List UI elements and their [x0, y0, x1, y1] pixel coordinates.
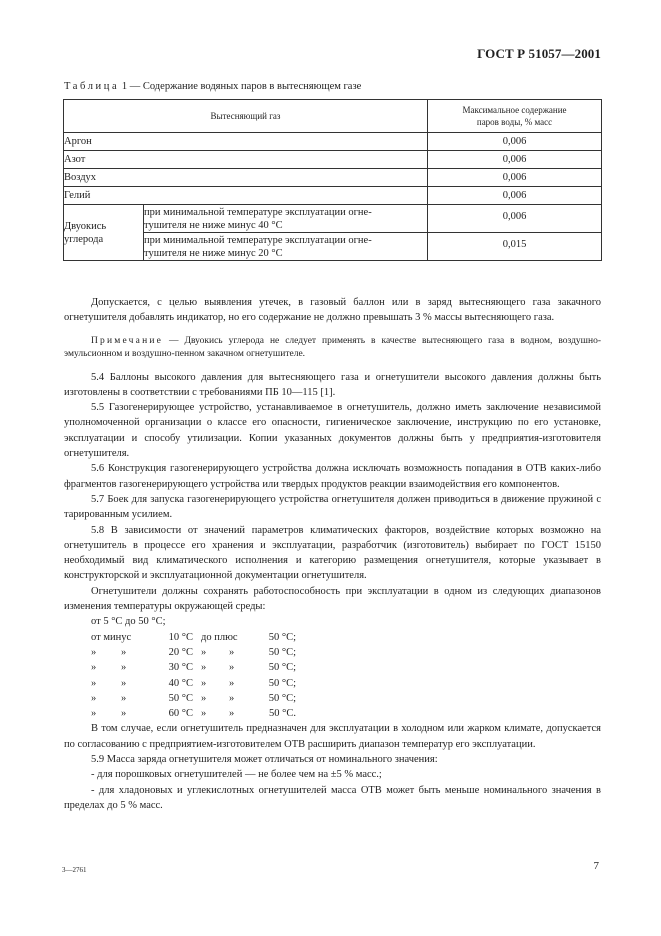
range-row — [64, 706, 601, 721]
gas-cell: Аргон — [64, 133, 428, 151]
paragraph-5-5: 5.5 Газогенерирующее устройство, устанавливаемое в огнетушитель, должно иметь заключение независимой уполномоченной организации о классе его опасности, гигиеническое заключение, инструкцию по его установке, эксплуатации и способу утилизации. Копии указанных документов должны быть у предприятия-изготовителя огнетушителя. — [64, 402, 601, 460]
paragraph-5-8: 5.8 В зависимости от значений параметров климатических факторов, воздействие которых возможно на огнетушитель в процессе его хранения и эксплуатации, разработчик (изготовитель) выбирает по ГОСТ 15150 необходимый вид климатического исполнения и категорию размещения огнетушителя, которые указывает в конструкторской и эксплуатационной документации огнетушителя. — [64, 524, 601, 582]
table-row — [64, 151, 602, 169]
range-end: 50 °С; — [268, 692, 296, 704]
range-temp: 20 °С — [168, 646, 193, 658]
table-row — [64, 169, 602, 187]
note — [64, 335, 601, 362]
ditto-mark: » — [121, 692, 127, 704]
range-end: 50 °С; — [268, 631, 296, 643]
paragraph-ranges: Огнетушители должны сохранять работоспособность при эксплуатации в одном из следующих диапазонов изменения температуры окружающей среды: — [64, 585, 601, 613]
range-end: 50 °С; — [268, 646, 296, 658]
range-from: от минус — [91, 631, 132, 643]
ditto-mark: » — [121, 708, 127, 720]
range-row — [64, 645, 601, 660]
table-row — [64, 133, 602, 151]
range-temp: 10 °С — [168, 631, 193, 643]
range-to: до плюс — [201, 631, 238, 643]
table-caption-text: 1 — Содержание водяных паров в вытесняющем газе — [119, 81, 362, 92]
value-cell: 0,006 — [428, 169, 602, 187]
table-caption-word: Таблица — [64, 81, 120, 92]
table-header-row — [64, 100, 602, 133]
paragraph-cold-hot: В том случае, если огнетушитель предназначен для эксплуатации в холодном или жарком климате, допускается по согласованию с предприятием-изготовителем ОТВ расширить диапазон температур его эксплуатации. — [64, 723, 601, 750]
co2-name-line2: углерода — [64, 233, 104, 245]
table-row — [64, 187, 602, 205]
condition-line1: при минимальной температуре эксплуатации огне- — [144, 234, 372, 246]
col-header-max-content — [428, 100, 602, 133]
note-text: — Двуокись углерода не следует применять в качестве вытесняющего газа в водном, воздушно-эмульсионном и воздушно-пенном закачном огнетушителе. — [64, 335, 601, 360]
ditto-mark: » — [201, 708, 207, 720]
ditto-mark: » — [229, 677, 235, 689]
ditto-mark: » — [201, 677, 207, 689]
body-text — [64, 295, 601, 813]
ditto-mark: » — [229, 692, 235, 704]
table-row — [64, 205, 602, 233]
ditto-mark: » — [121, 677, 127, 689]
range-temp: 50 °С — [168, 692, 193, 704]
paragraph-5-4: 5.4 Баллоны высокого давления для вытесняющего газа и огнетушители высокого давления должны быть изготовлены в соответствии с требованиями ПБ 10—115 [1]. — [64, 371, 601, 398]
ditto-mark: » — [229, 708, 235, 720]
paragraph-5-9-halon: - для хладоновых и углекислотных огнетушителей масса ОТВ может быть меньше номинального значения в пределах до 5 % масс. — [64, 784, 601, 811]
condition-cell — [144, 205, 428, 233]
ditto-mark: » — [121, 662, 127, 674]
footer-code: 3—2761 — [62, 866, 87, 874]
value-cell: 0,006 — [428, 133, 602, 151]
paragraph-5-7: 5.7 Боек для запуска газогенерирующего устройства огнетушителя должен приводиться в движение пружиной с тарированным усилием. — [64, 493, 601, 521]
range-temp: 30 °С — [168, 662, 193, 674]
ditto-mark: » — [201, 646, 207, 658]
range-row — [64, 660, 601, 675]
range-first: от 5 °С до 50 °С; — [91, 616, 166, 628]
gas-table — [63, 99, 602, 261]
ditto-mark: » — [121, 646, 127, 658]
value-cell: 0,015 — [428, 233, 602, 261]
gas-cell: Гелий — [64, 187, 428, 205]
condition-line2: тушителя не ниже минус 40 °С — [144, 219, 283, 231]
range-row — [64, 630, 601, 645]
range-row — [64, 676, 601, 691]
condition-cell — [144, 233, 428, 261]
value-cell: 0,006 — [428, 205, 602, 233]
value-cell: 0,006 — [428, 187, 602, 205]
col-header-max-line1: Максимальное содержание — [462, 105, 567, 115]
table-caption — [64, 81, 361, 92]
range-row — [64, 691, 601, 706]
ditto-mark: » — [201, 662, 207, 674]
table-row — [64, 233, 602, 261]
condition-line2: тушителя не ниже минус 20 °С — [144, 247, 283, 259]
range-end: 50 °С; — [268, 662, 296, 674]
ditto-mark: » — [229, 646, 235, 658]
paragraph-5-9: 5.9 Масса заряда огнетушителя может отличаться от номинального значения: — [91, 754, 438, 766]
condition-line1: при минимальной температуре эксплуатации огне- — [144, 206, 372, 218]
value-cell: 0,006 — [428, 151, 602, 169]
ditto-mark: » — [91, 646, 97, 658]
paragraph-indicator: Допускается, с целью выявления утечек, в газовый баллон или в заряд вытесняющего газа закачного огнетушителя добавлять индикатор, но его содержание не должно превышать 3 % массы вытесняющего газа. — [64, 297, 601, 324]
col-header-max-line2: паров воды, % масс — [476, 117, 553, 127]
ditto-mark: » — [201, 692, 207, 704]
paragraph-5-6: 5.6 Конструкция газогенерирующего устройства должна исключать возможность попадания в ОТВ каких-либо фрагментов газогенерирующего устройства или твердых продуктов реакции взаимодействия его компонентов. — [64, 463, 601, 490]
co2-gas-cell — [64, 205, 144, 261]
range-end: 50 °С. — [269, 708, 296, 720]
range-end: 50 °С; — [268, 677, 296, 689]
paragraph-5-9-powder: - для порошковых огнетушителей — не более чем на ±5 % масс.; — [91, 769, 382, 781]
ditto-mark: » — [91, 662, 97, 674]
ditto-mark: » — [91, 708, 97, 720]
gas-cell: Азот — [64, 151, 428, 169]
ditto-mark: » — [91, 677, 97, 689]
page-number: 7 — [593, 860, 599, 872]
col-header-gas: Вытесняющий газ — [64, 100, 428, 133]
co2-name-line1: Двуокись — [64, 220, 107, 232]
range-temp: 60 °С — [168, 708, 193, 720]
ditto-mark: » — [229, 662, 235, 674]
note-word: Примечание — [91, 335, 164, 346]
standard-header: ГОСТ Р 51057—2001 — [477, 46, 601, 61]
gas-cell: Воздух — [64, 169, 428, 187]
ditto-mark: » — [91, 692, 97, 704]
range-temp: 40 °С — [168, 677, 193, 689]
